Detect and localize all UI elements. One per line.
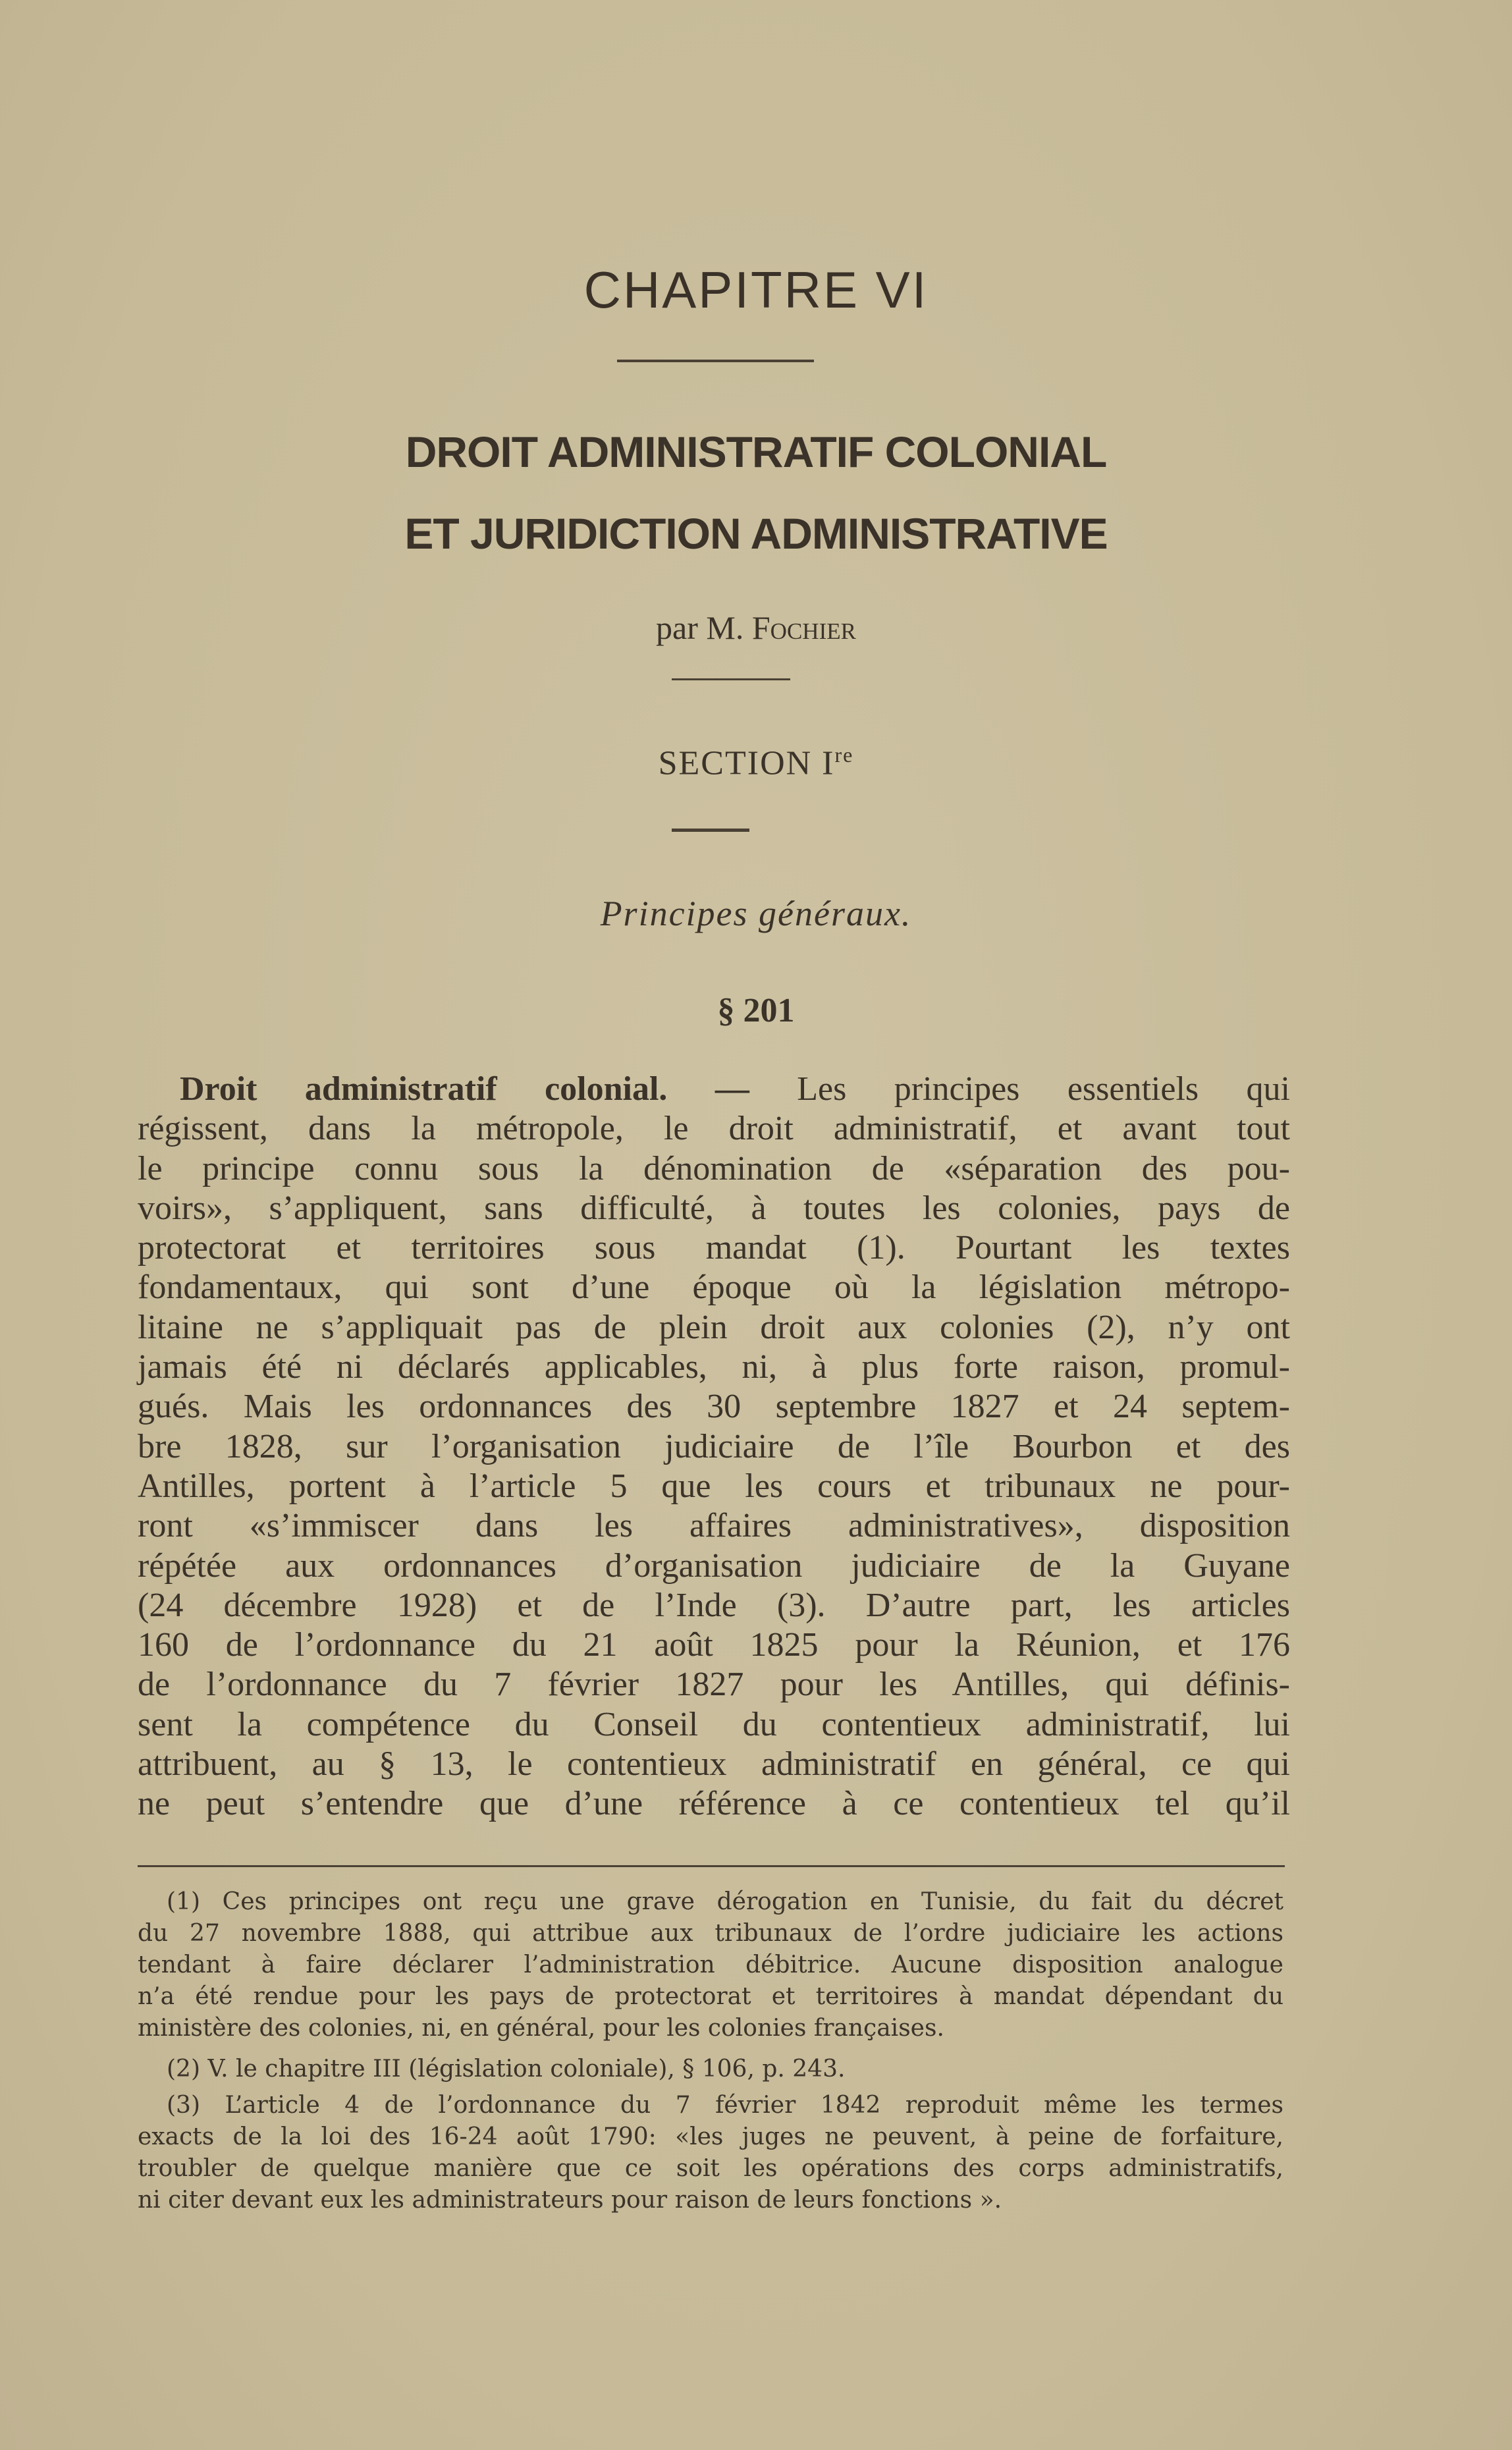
footnote-line: du 27 novembre 1888, qui attribue aux tribunaux de l’ordre judiciaire les actions bbox=[138, 1920, 1283, 1947]
footnote-line: troubler de quelque manière que ce soit les opérations des corps administratifs, bbox=[138, 2155, 1283, 2182]
body-line: Droit administratif colonial. — Les principes essentiels qui bbox=[180, 1070, 1290, 1108]
footnote-line: (2) V. le chapitre III (législation coloniale), § 106, p. 243. bbox=[167, 2055, 846, 2082]
body-line: le principe connu sous la dénomination de «séparation des pou- bbox=[138, 1149, 1290, 1187]
footnote-line: (3) L’article 4 de l’ordonnance du 7 février 1842 reproduit même les termes bbox=[167, 2092, 1283, 2119]
body-line: 160 de l’ordonnance du 21 août 1825 pour la Réunion, et 176 bbox=[138, 1626, 1290, 1664]
body-line: de l’ordonnance du 7 février 1827 pour les Antilles, qui définis- bbox=[138, 1666, 1290, 1704]
section-heading bbox=[0, 743, 1512, 782]
divider-rule bbox=[672, 678, 790, 680]
body-line: gués. Mais les ordonnances des 30 septembre 1827 et 24 septem- bbox=[138, 1388, 1290, 1426]
divider-rule bbox=[672, 829, 749, 832]
body-text bbox=[138, 1070, 1290, 1824]
body-line: ne peut s’entendre que d’une référence à ce contentieux tel qu’il bbox=[138, 1785, 1290, 1823]
chapter-title-line-1: DROIT ADMINISTRATIF COLONIAL bbox=[405, 427, 1107, 476]
footnote-line: ni citer devant eux les administrateurs pour raison de leurs fonctions ». bbox=[138, 2187, 1002, 2214]
body-line: Antilles, portent à l’article 5 que les cours et tribunaux ne pour- bbox=[138, 1467, 1290, 1505]
footnote-2 bbox=[138, 2054, 1283, 2085]
chapter-heading: CHAPITRE VI bbox=[583, 261, 929, 319]
body-line: sent la compétence du Conseil du contentieux administratif, lui bbox=[138, 1705, 1290, 1743]
footnote-line: ministère des colonies, ni, en général, pour les colonies françaises. bbox=[138, 2015, 944, 2042]
paragraph-number: § 201 bbox=[717, 992, 795, 1029]
body-line: jamais été ni déclarés applicables, ni, à plus forte raison, promul- bbox=[138, 1348, 1290, 1386]
body-line: bre 1828, sur l’organisation judiciaire de l’île Bourbon et des bbox=[138, 1427, 1290, 1465]
footnote-1 bbox=[138, 1886, 1283, 2044]
chapter-title-line-2: ET JURIDICTION ADMINISTRATIVE bbox=[404, 509, 1108, 558]
section-label: SECTION I bbox=[658, 744, 835, 782]
lead-heading: Droit administratif colonial. — bbox=[180, 1070, 749, 1108]
body-line: répétée aux ordonnances d’organisation judiciaire de la Guyane bbox=[138, 1546, 1290, 1585]
body-line: régissent, dans la métropole, le droit administratif, et avant tout bbox=[138, 1110, 1290, 1148]
footnote-line: tendant à faire déclarer l’administration débitrice. Aucune disposition analogue bbox=[138, 1951, 1283, 1978]
divider-rule bbox=[617, 360, 814, 362]
footnote-line: exacts de la loi des 16-24 août 1790: «les juges ne peuvent, à peine de forfaiture, bbox=[138, 2123, 1283, 2150]
body-line: litaine ne s’appliquait pas de plein droit aux colonies (2), n’y ont bbox=[138, 1308, 1290, 1346]
footnote-line: n’a été rendue pour les pays de protectorat et territoires à mandat dépendant du bbox=[138, 1983, 1283, 2010]
body-line: (24 décembre 1928) et de l’Inde (3). D’autre part, les articles bbox=[138, 1586, 1290, 1624]
footnote-line: (1) Ces principes ont reçu une grave dérogation en Tunisie, du fait du décret bbox=[167, 1888, 1283, 1915]
body-line: ront «s’immiscer dans les affaires administratives», disposition bbox=[138, 1507, 1290, 1545]
author-prefix: par M. bbox=[656, 609, 744, 646]
body-line: attribuent, au § 13, le contentieux administratif en général, ce qui bbox=[138, 1745, 1290, 1783]
footnote-3 bbox=[138, 2090, 1283, 2216]
section-ordinal: re bbox=[834, 743, 854, 767]
body-line: voirs», s’appliquent, sans difficulté, à toutes les colonies, pays de bbox=[138, 1189, 1290, 1227]
body-line: fondamentaux, qui sont d’une époque où la législation métropo- bbox=[138, 1268, 1290, 1307]
author-line bbox=[0, 609, 1512, 647]
section-subtitle: Principes généraux. bbox=[600, 894, 912, 933]
body-line: protectorat et territoires sous mandat (1). Pourtant les textes bbox=[138, 1229, 1290, 1267]
author-name: Fochier bbox=[751, 609, 856, 646]
footnote-separator bbox=[138, 1865, 1285, 1867]
